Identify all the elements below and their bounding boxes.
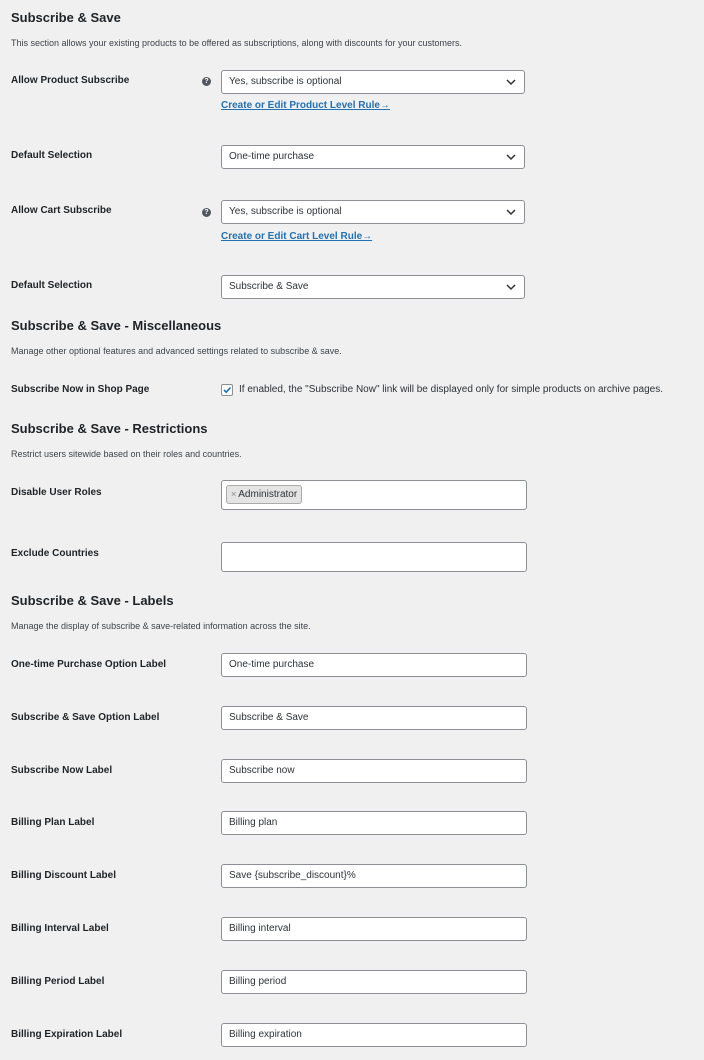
- section-title-subscribe-save: Subscribe & Save: [11, 10, 121, 25]
- section-title-miscellaneous: Subscribe & Save - Miscellaneous: [11, 318, 222, 333]
- cart-level-rule-link[interactable]: Create or Edit Cart Level Rule→: [221, 231, 373, 242]
- section-title-labels: Subscribe & Save - Labels: [11, 593, 174, 608]
- default-selection-cart-select[interactable]: [221, 275, 525, 299]
- chevron-down-icon: [505, 151, 517, 163]
- chevron-down-icon: [505, 76, 517, 88]
- product-level-rule-link[interactable]: Create or Edit Product Level Rule→: [221, 100, 390, 111]
- default-selection-cart-value: Subscribe & Save: [229, 281, 309, 292]
- subscribe-now-shop-description: If enabled, the "Subscribe Now" link will be displayed only for simple products on archive pages.: [239, 384, 663, 395]
- question-circle-icon[interactable]: ?: [202, 208, 211, 217]
- billing-discount-label-input[interactable]: Save {subscribe_discount}%: [221, 864, 527, 888]
- section-description-miscellaneous: Manage other optional features and advanced settings related to subscribe & save.: [11, 346, 342, 356]
- remove-tag-icon[interactable]: ×: [231, 489, 237, 499]
- section-description-restrictions: Restrict users sitewide based on their roles and countries.: [11, 449, 242, 459]
- subscribe-now-shop-label: Subscribe Now in Shop Page: [11, 384, 150, 395]
- chevron-down-icon: [505, 281, 517, 293]
- billing-interval-label-label: Billing Interval Label: [11, 923, 109, 934]
- checkmark-icon: [222, 385, 232, 395]
- subscribe-now-label-label: Subscribe Now Label: [11, 765, 113, 776]
- exclude-countries-label: Exclude Countries: [11, 548, 99, 559]
- subscribe-now-label-input[interactable]: Subscribe now: [221, 759, 527, 783]
- allow-product-subscribe-label: Allow Product Subscribe: [11, 75, 130, 86]
- billing-interval-label-input[interactable]: Billing interval: [221, 917, 527, 941]
- disable-user-roles-select[interactable]: [221, 480, 527, 510]
- chevron-down-icon: [505, 206, 517, 218]
- user-role-tag[interactable]: [226, 485, 302, 504]
- disable-user-roles-label: Disable User Roles: [11, 487, 102, 498]
- exclude-countries-select[interactable]: [221, 542, 527, 572]
- subscribe-save-label-input[interactable]: Subscribe & Save: [221, 706, 527, 730]
- allow-cart-subscribe-label: Allow Cart Subscribe: [11, 205, 112, 216]
- default-selection-product-value: One-time purchase: [229, 151, 315, 162]
- billing-plan-label-input[interactable]: Billing plan: [221, 811, 527, 835]
- question-circle-icon[interactable]: ?: [202, 77, 211, 86]
- allow-cart-subscribe-value: Yes, subscribe is optional: [229, 206, 342, 217]
- allow-product-subscribe-select[interactable]: [221, 70, 525, 94]
- one-time-label-label: One-time Purchase Option Label: [11, 659, 167, 670]
- billing-expiration-label-label: Billing Expiration Label: [11, 1029, 123, 1040]
- subscribe-now-shop-checkbox[interactable]: [221, 384, 233, 396]
- default-selection-cart-label: Default Selection: [11, 280, 93, 291]
- default-selection-product-select[interactable]: [221, 145, 525, 169]
- billing-period-label-input[interactable]: Billing period: [221, 970, 527, 994]
- billing-discount-label-label: Billing Discount Label: [11, 870, 117, 881]
- default-selection-product-label: Default Selection: [11, 150, 93, 161]
- subscribe-save-label-label: Subscribe & Save Option Label: [11, 712, 160, 723]
- section-title-restrictions: Subscribe & Save - Restrictions: [11, 421, 208, 436]
- billing-expiration-label-input[interactable]: Billing expiration: [221, 1023, 527, 1047]
- allow-cart-subscribe-select[interactable]: [221, 200, 525, 224]
- user-role-tag-label: Administrator: [238, 489, 298, 500]
- billing-plan-label-label: Billing Plan Label: [11, 817, 95, 828]
- allow-product-subscribe-value: Yes, subscribe is optional: [229, 76, 342, 87]
- section-description-labels: Manage the display of subscribe & save-related information across the site.: [11, 621, 311, 631]
- billing-period-label-label: Billing Period Label: [11, 976, 105, 987]
- one-time-label-input[interactable]: One-time purchase: [221, 653, 527, 677]
- section-description-subscribe-save: This section allows your existing products to be offered as subscriptions, along with discounts for your customers.: [11, 38, 463, 48]
